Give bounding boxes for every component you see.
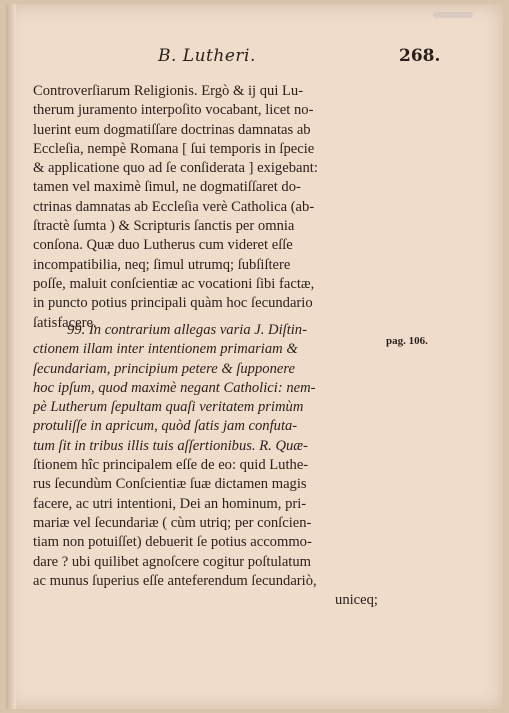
text-line: protuliſſe in apricum, quòd ſatis jam confuta-: [33, 418, 298, 435]
text-line: & applicatione quo ad ſe conſiderata ] exigebant:: [33, 160, 318, 177]
text-line: conſona. Quæ duo Lutherus cum videret eſſe: [33, 237, 293, 254]
text-line: in puncto potius principali quàm hoc ſecundario: [33, 295, 313, 312]
text-line: luerint eum dogmatiſſare doctrinas damnatas ab: [33, 121, 311, 138]
text-line: dare ? ubi quilibet agnoſcere cogitur poſtulatum: [33, 553, 312, 570]
catchword: uniceq;: [335, 592, 378, 609]
text-line: tiam non potuiſſet) debuerit ſe potius accommo-: [33, 534, 312, 551]
text-line: ſtionem hîc principalem eſſe de eo: quid Luthe-: [33, 457, 309, 474]
text-line: incompatibilia, neq; ſimul utrumq; ſubſiſtere: [33, 256, 291, 273]
paragraph-99: [33, 321, 378, 610]
text-line: mariæ vel ſecundariæ ( cùm utriq; per conſcien-: [33, 514, 312, 531]
book-page: [6, 4, 503, 709]
text-line: ſecundariam, principium petere & ſupponere: [33, 360, 295, 377]
text-line: ſatisfacere.: [33, 314, 97, 331]
paragraph-1: [33, 82, 378, 333]
text-line: tamen vel maximè ſimul, ne dogmatiſſaret do-: [33, 179, 301, 196]
text-line: poſſe, maluit conſcientiæ ac vocationi ſibi factæ,: [33, 275, 315, 292]
text-line: ctrinas damnatas ab Eccleſia verè Catholica (ab-: [33, 198, 315, 215]
page-number: 268.: [399, 46, 441, 66]
text-line: Controverſiarum Religionis. Ergò & ij qui Lu-: [33, 83, 304, 99]
text-line: ac munus ſuperius eſſe anteferendum ſecundariò,: [33, 572, 317, 589]
text-line: pè Lutherum ſepultam quaſi veritatem primùm: [33, 399, 304, 416]
text-line: hoc ipſum, quod maximè negant Catholici: nem-: [33, 379, 316, 396]
text-line: 99. In contrarium allegas varia J. Diſtin-: [67, 322, 307, 338]
running-head: B. Lutheri.: [158, 46, 256, 66]
text-line: ctionem illam inter intentionem primariam &: [33, 341, 298, 358]
page-gutter: [6, 4, 16, 709]
text-line: tum ſit in tribus illis tuis aſſertionibus. R. Quæ-: [33, 437, 308, 454]
text-line: rus ſecundùm Conſcientiæ ſuæ dictamen magis: [33, 476, 307, 493]
text-line: ſtractè ſumta ) & Scripturis ſanctis per omnia: [33, 218, 295, 235]
page-stain: [433, 12, 473, 18]
text-line: Eccleſia, nempè Romana [ ſui temporis in ſpecie: [33, 140, 315, 157]
text-line: therum juramento interpoſito vocabant, licet no-: [33, 102, 314, 119]
margin-note: pag. 106.: [386, 335, 428, 347]
text-line: facere, ac utri intentioni, Dei an hominum, pri-: [33, 495, 307, 512]
